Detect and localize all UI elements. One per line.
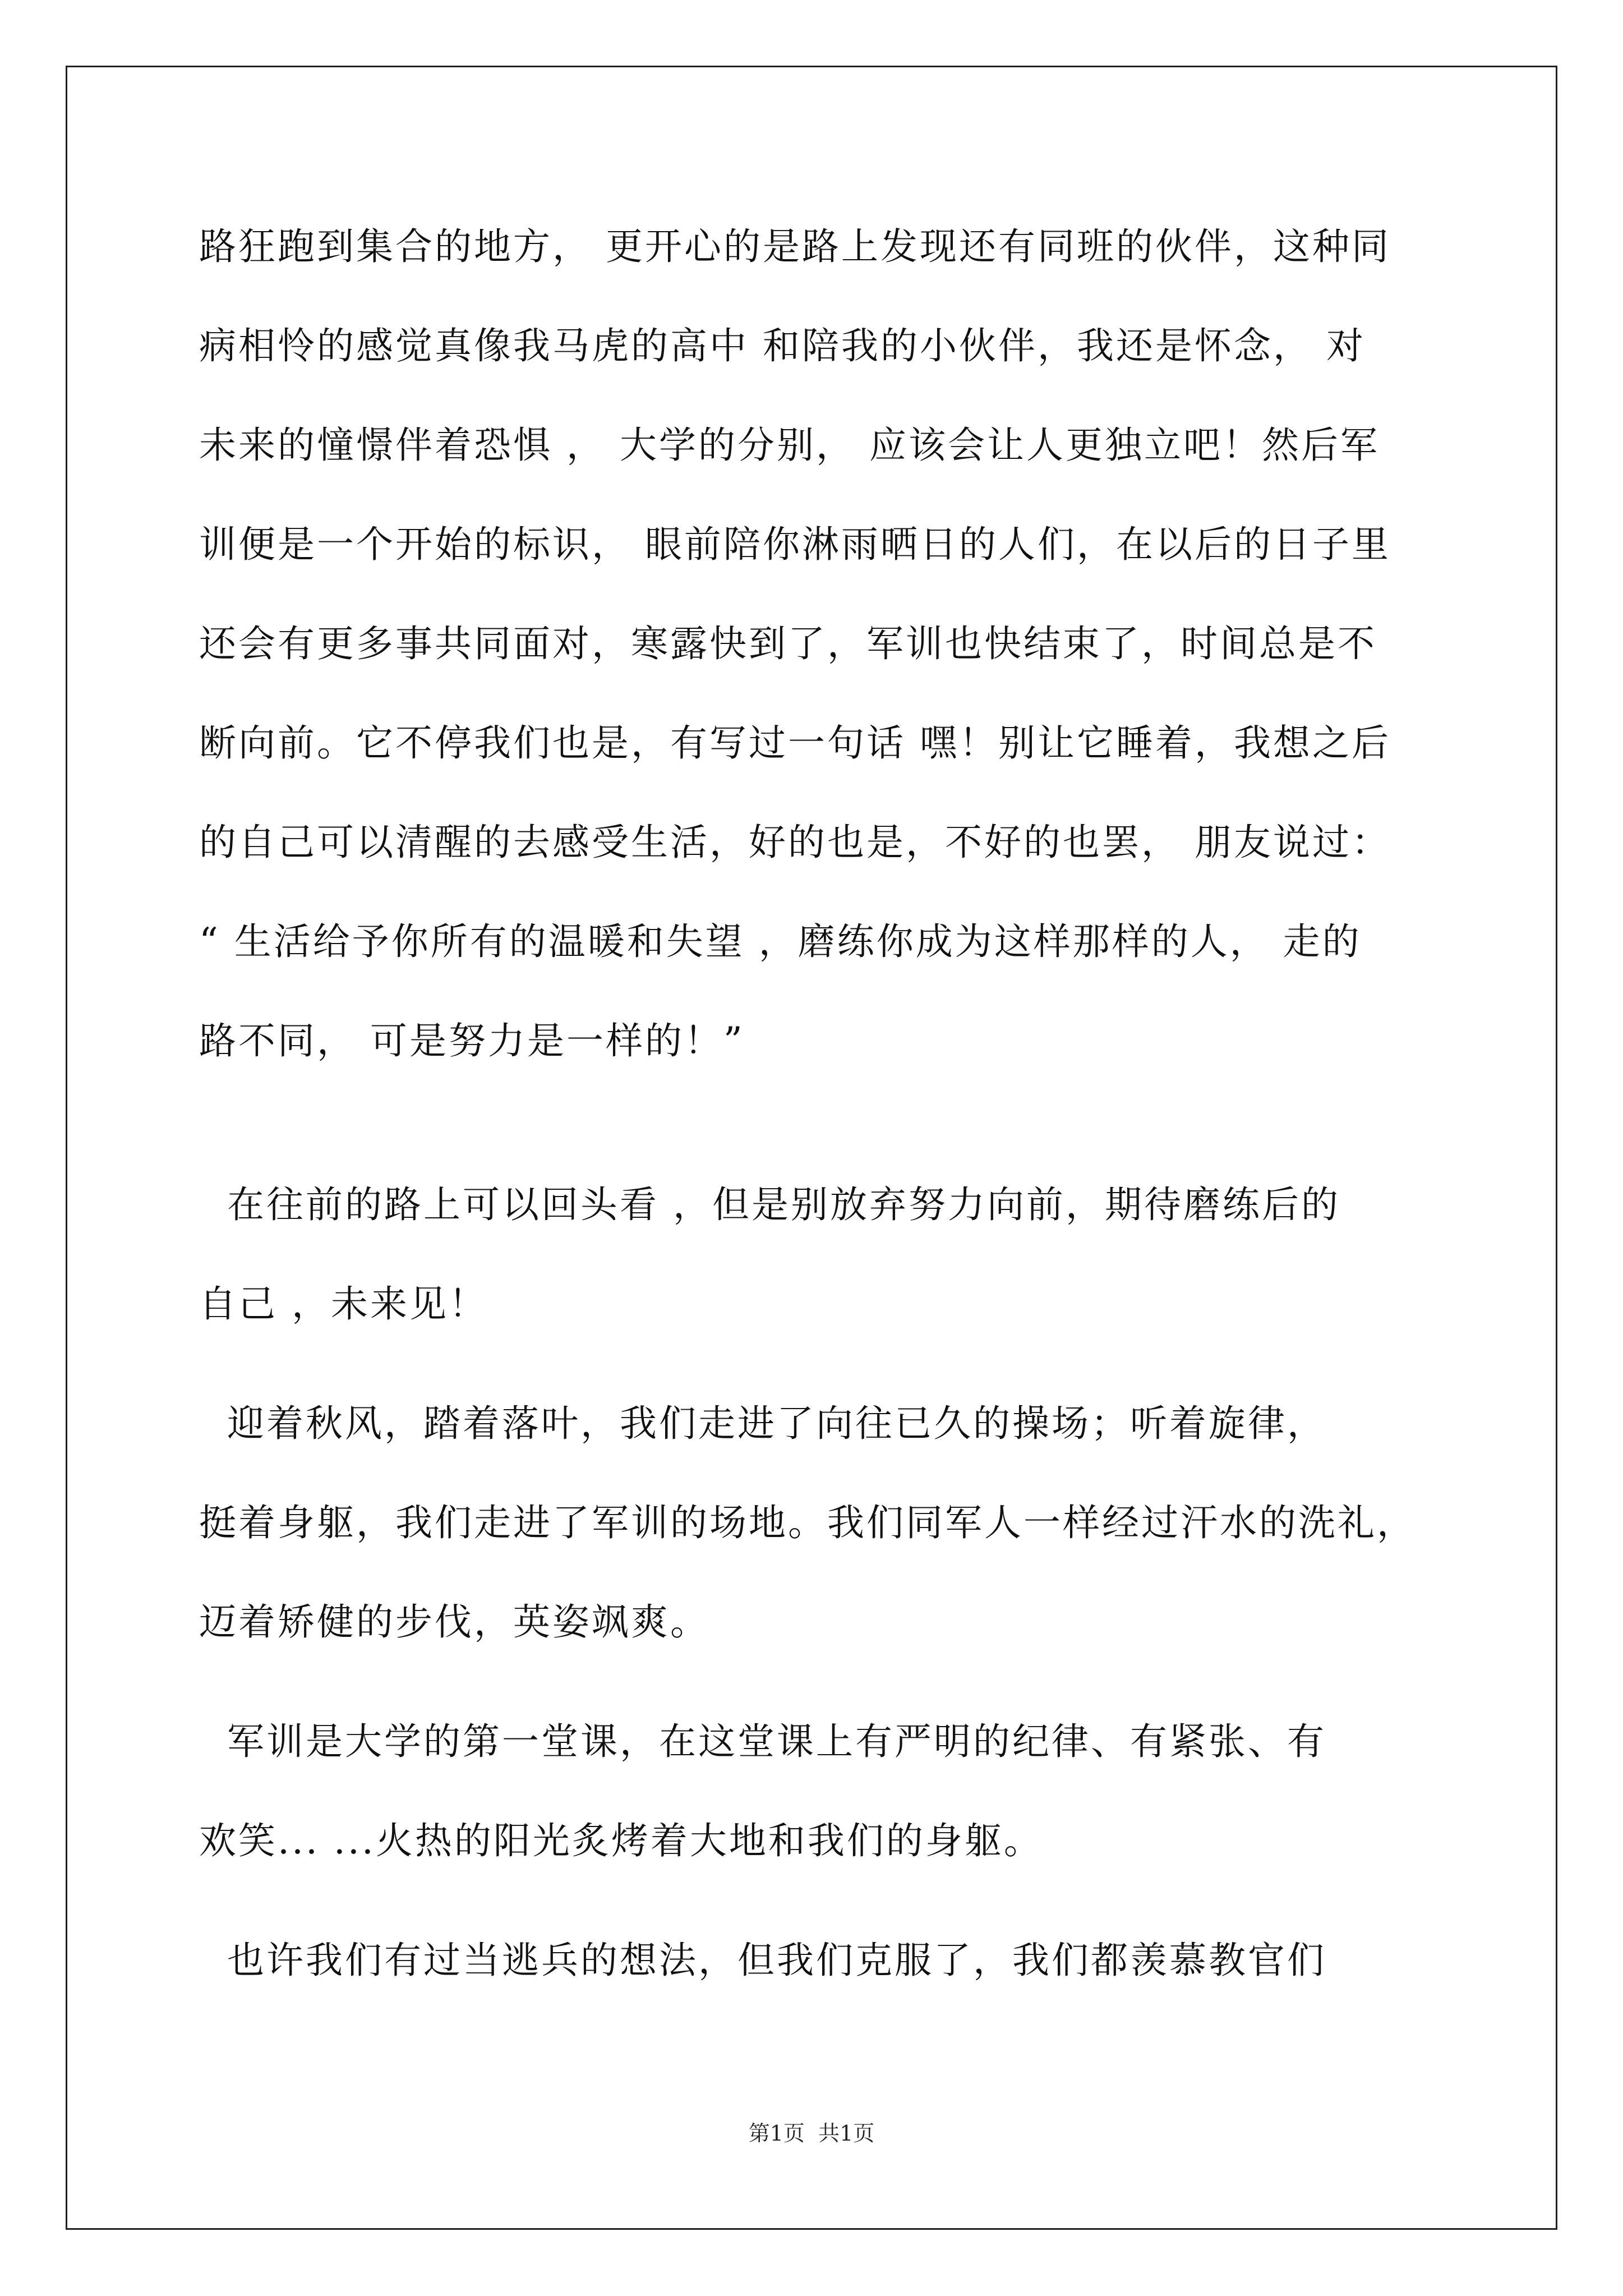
text-line: 挺着身躯，我们走进了军训的场地。我们同军人一样经过汗水的洗礼， xyxy=(199,1501,1416,1544)
text-line: 在往前的路上可以回头看 ，但是别放弃努力向前，期待磨练后的 xyxy=(199,1183,1340,1226)
text-line: 欢笑... ...火热的阳光炙烤着大地和我们的身躯。 xyxy=(199,1819,1043,1862)
text-line: 还会有更多事共同面对，寒露快到了，军训也快结束了，时间总是不 xyxy=(199,622,1377,665)
text-line: 自己 ，未来见！ xyxy=(199,1282,488,1326)
text-line: 路狂跑到集合的地方， 更开心的是路上发现还有同班的伙伴，这种同 xyxy=(199,225,1391,268)
text-line: 迈着矫健的步伐，英姿飒爽。 xyxy=(199,1600,709,1644)
text-line: “ 生活给予你所有的温暖和失望 ，磨练你成为这样那样的人， 走的 xyxy=(199,920,1362,963)
text-line: 迎着秋风，踏着落叶，我们走进了向往已久的操场；听着旋律， xyxy=(199,1402,1326,1445)
text-line: 路不同， 可是努力是一样的！” xyxy=(199,1019,745,1062)
text-line: 断向前。它不停我们也是，有写过一句话 嘿！别让它睡着，我想之后 xyxy=(199,721,1391,765)
text-line: 未来的憧憬伴着恐惧 ， 大学的分别， 应该会让人更独立吧！然后军 xyxy=(199,424,1380,467)
text-line: 病相怜的感觉真像我马虎的高中 和陪我的小伙伴，我还是怀念， 对 xyxy=(199,324,1366,367)
text-line: 训便是一个开始的标识， 眼前陪你淋雨晒日的人们，在以后的日子里 xyxy=(199,523,1391,566)
text-line: 军训是大学的第一堂课，在这堂课上有严明的纪律、有紧张、有 xyxy=(199,1720,1326,1763)
text-line: 也许我们有过当逃兵的想法，但我们克服了，我们都羡慕教官们 xyxy=(199,1939,1326,1982)
page-footer: 第1页 共1页 xyxy=(748,2121,875,2146)
page-border xyxy=(66,66,1557,2230)
text-line: 的自己可以清醒的去感受生活，好的也是，不好的也罢， 朋友说过： xyxy=(199,821,1391,864)
